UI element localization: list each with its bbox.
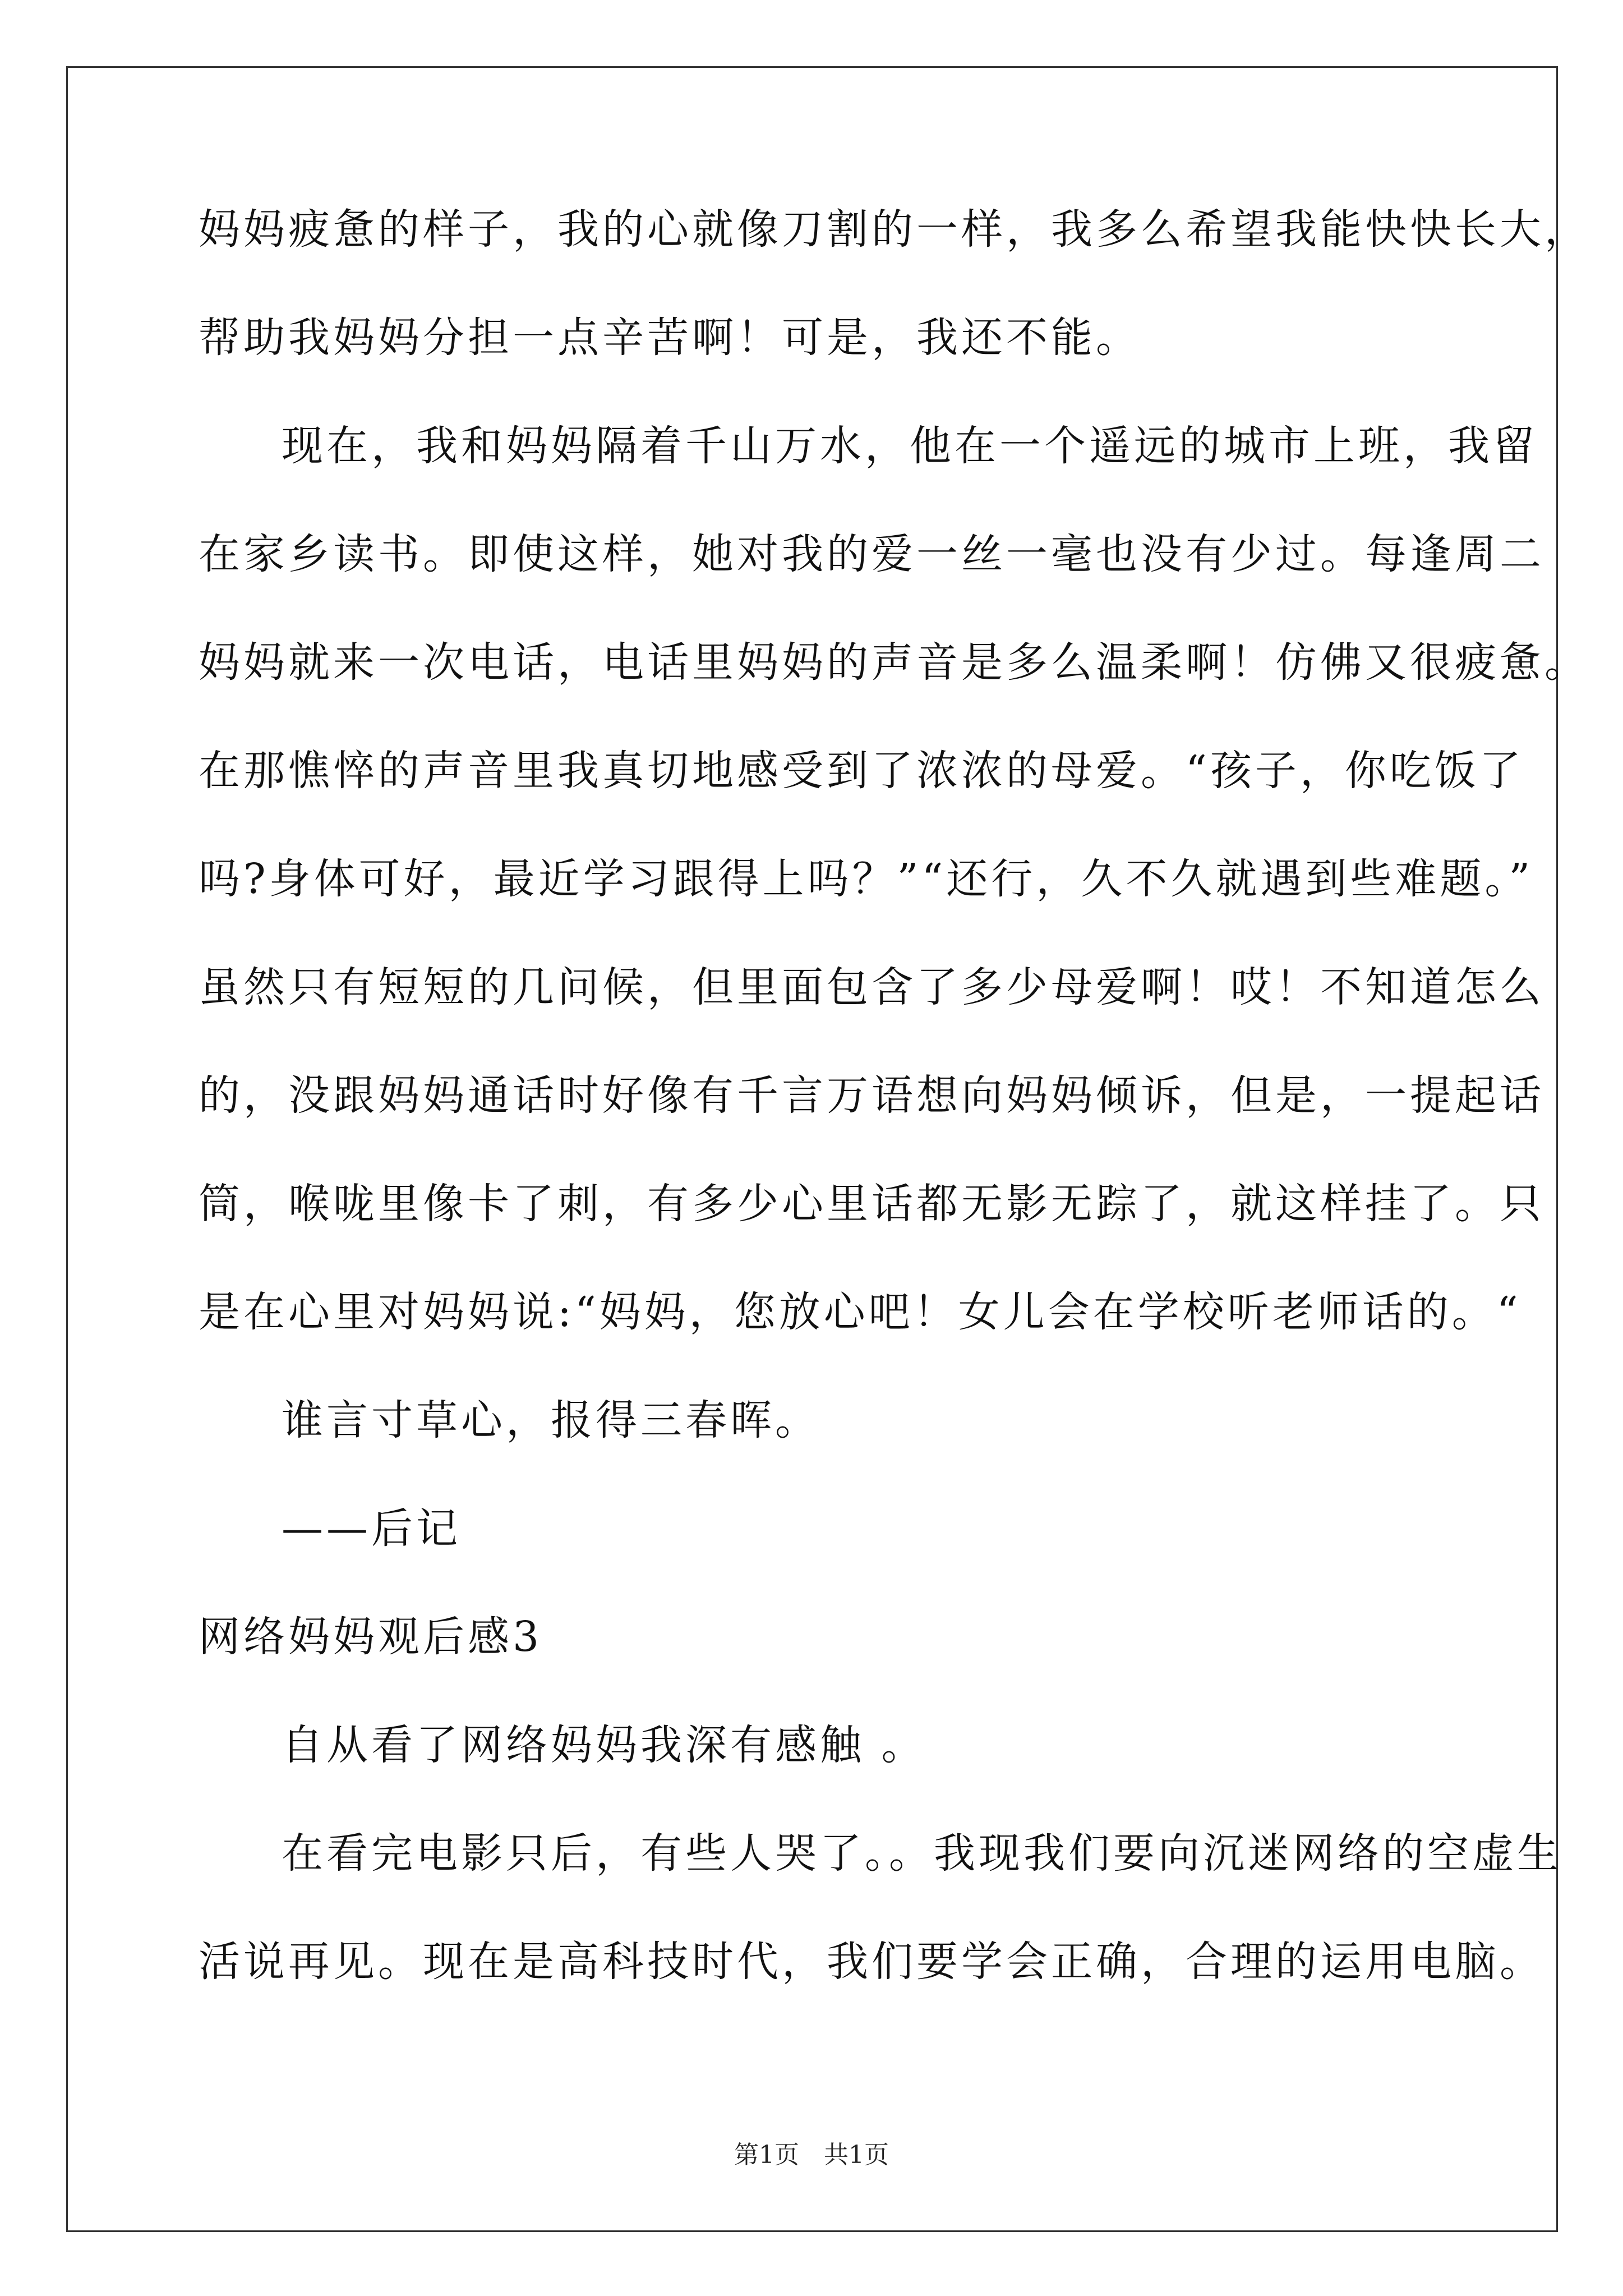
text-line-7: 吗?身体可好，最近学习跟得上吗？”“还行，久不久就遇到些难题。” <box>199 855 1534 903</box>
text-line-1: 妈妈疲惫的样子，我的心就像刀割的一样，我多么希望我能快快长大， <box>199 205 1589 254</box>
section-heading: 网络妈妈观后感3 <box>199 1613 543 1661</box>
text-line-15: 自从看了网络妈妈我深有感触 。 <box>282 1721 926 1769</box>
text-line-3: 现在，我和妈妈隔着千山万水，他在一个遥远的城市上班，我留 <box>282 422 1538 470</box>
afterword-label: ——后记 <box>282 1504 461 1553</box>
text-line-2: 帮助我妈妈分担一点辛苦啊！可是，我还不能。 <box>199 314 1141 362</box>
page-footer: 第1页 共1页 <box>734 2141 889 2169</box>
text-line-5: 妈妈就来一次电话，电话里妈妈的声音是多么温柔啊！仿佛又很疲惫。 <box>199 638 1589 687</box>
text-line-11: 是在心里对妈妈说:“妈妈，您放心吧！女儿会在学校听老师话的。“ <box>199 1288 1521 1336</box>
text-line-10: 筒，喉咙里像卡了刺，有多少心里话都无影无踪了，就这样挂了。只 <box>199 1180 1544 1228</box>
text-line-8: 虽然只有短短的几问候，但里面包含了多少母爱啊！哎！不知道怎么 <box>199 963 1544 1011</box>
text-line-9: 的，没跟妈妈通话时好像有千言万语想向妈妈倾诉，但是，一提起话 <box>199 1071 1544 1120</box>
text-line-6: 在那憔悴的声音里我真切地感受到了浓浓的母爱。“孩子，你吃饭了 <box>199 747 1524 795</box>
text-line-4: 在家乡读书。即使这样，她对我的爱一丝一毫也没有少过。每逢周二 <box>199 530 1544 578</box>
text-line-17: 活说再见。现在是高科技时代，我们要学会正确，合理的运用电脑。 <box>199 1938 1544 1986</box>
document-body <box>199 205 1589 2049</box>
poem-line: 谁言寸草心，报得三春晖。 <box>282 1396 820 1444</box>
text-line-16: 在看完电影只后，有些人哭了。。我现我们要向沉迷网络的空虚生 <box>282 1829 1562 1878</box>
